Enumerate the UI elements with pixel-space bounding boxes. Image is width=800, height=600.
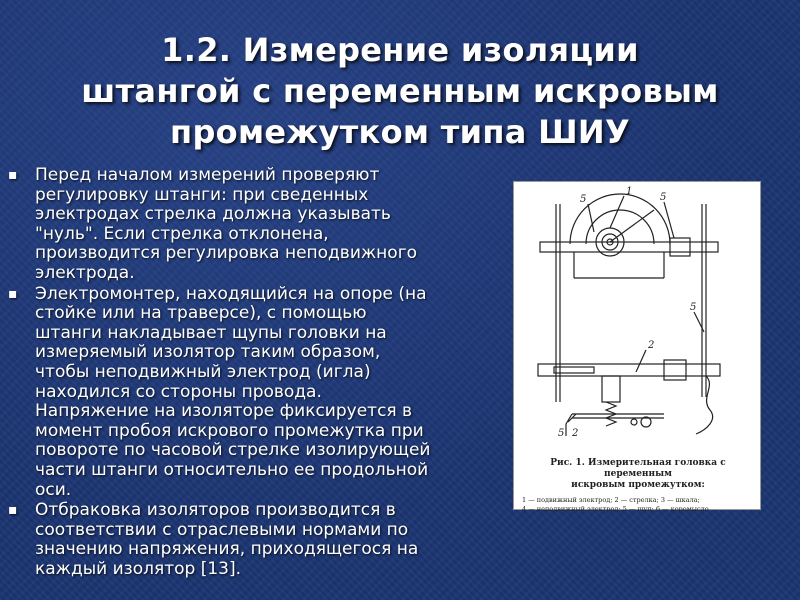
bullet-line: регулировку штанги: при сведенных: [35, 184, 369, 205]
bullet-line: соответствии с отраслевыми нормами по: [35, 519, 409, 540]
wire: [696, 376, 713, 434]
legend-line: 1 — подвижный электрод; 2 — стрелка; 3 — шкала;: [522, 496, 700, 504]
part-label: 1: [626, 186, 633, 197]
bullet-line: электрода.: [35, 262, 135, 283]
bullet-line: оси.: [35, 479, 72, 500]
bullet-line: значению напряжения, приходящегося на: [35, 539, 419, 560]
pointer-needle: [610, 210, 654, 242]
bullet-line: части штанги относительно ее продольной: [35, 459, 429, 480]
center-post: [602, 376, 620, 402]
bullet-square-icon: ▪: [8, 502, 18, 519]
bullet-line: Отбраковка изоляторов производится в: [35, 500, 396, 521]
bullet-line: чтобы неподвижный электрод (игла): [35, 361, 371, 382]
part-label: 5: [558, 428, 565, 439]
caption-title-line: искровым промежутком:: [571, 480, 705, 490]
bullet-line: измеряемый изолятор таким образом,: [35, 342, 381, 363]
bullet-line: "нуль". Если стрелка отклонена,: [35, 223, 329, 244]
bullet-square-icon: ▪: [8, 167, 18, 183]
bullet-item: [8, 285, 503, 501]
legend-line: 4 — неподвижный электрод; 5 — щуп; 6 — коромысло: [522, 505, 709, 513]
caption-title-line: Рис. 1. Измерительная головка с переменным: [550, 458, 726, 479]
bullet-item: [8, 166, 503, 284]
bullet-line: момент пробоя искрового промежутка при: [35, 420, 424, 441]
part-label: 2: [648, 340, 655, 351]
bullet-line: стойке или на траверсе), с помощью: [35, 303, 367, 324]
title-line: штангой с переменным искровым: [81, 72, 719, 110]
figure-panel: [513, 181, 761, 513]
bullet-square-icon: ▪: [8, 285, 18, 302]
caption-legend: [522, 496, 754, 514]
bullet-line: каждый изолятор [13].: [35, 558, 242, 579]
bullet-line: повороте по часовой стрелке изолирующей: [35, 440, 431, 461]
bullet-line: Перед началом измерений проверяют: [35, 165, 380, 185]
slide-title: [30, 30, 770, 153]
part-label: 2: [572, 428, 579, 439]
part-label: 5: [660, 192, 667, 203]
figure-caption: [522, 458, 754, 514]
bullet-line: Электромонтер, находящийся на опоре (на: [35, 283, 427, 304]
lower-beam: [538, 364, 720, 376]
title-line: 1.2. Измерение изоляции: [161, 31, 639, 69]
measuring-head-drawing: [514, 182, 760, 452]
bullet-line: штанги накладывает щупы головки на: [35, 322, 387, 343]
part-label: 5: [580, 194, 587, 205]
bullet-item: [8, 501, 503, 579]
bullet-line: электродах стрелка должна указывать: [35, 204, 391, 225]
bullet-list: [8, 166, 503, 580]
bullet-line: Напряжение на изоляторе фиксируется в: [35, 401, 413, 422]
caption-title: [522, 458, 754, 491]
bullet-line: находился со стороны провода.: [35, 381, 322, 402]
part-label: 5: [690, 302, 697, 313]
title-line: промежутком типа ШИУ: [170, 113, 630, 151]
bullet-line: производится регулировка неподвижного: [35, 243, 418, 264]
top-beam: [540, 242, 718, 252]
